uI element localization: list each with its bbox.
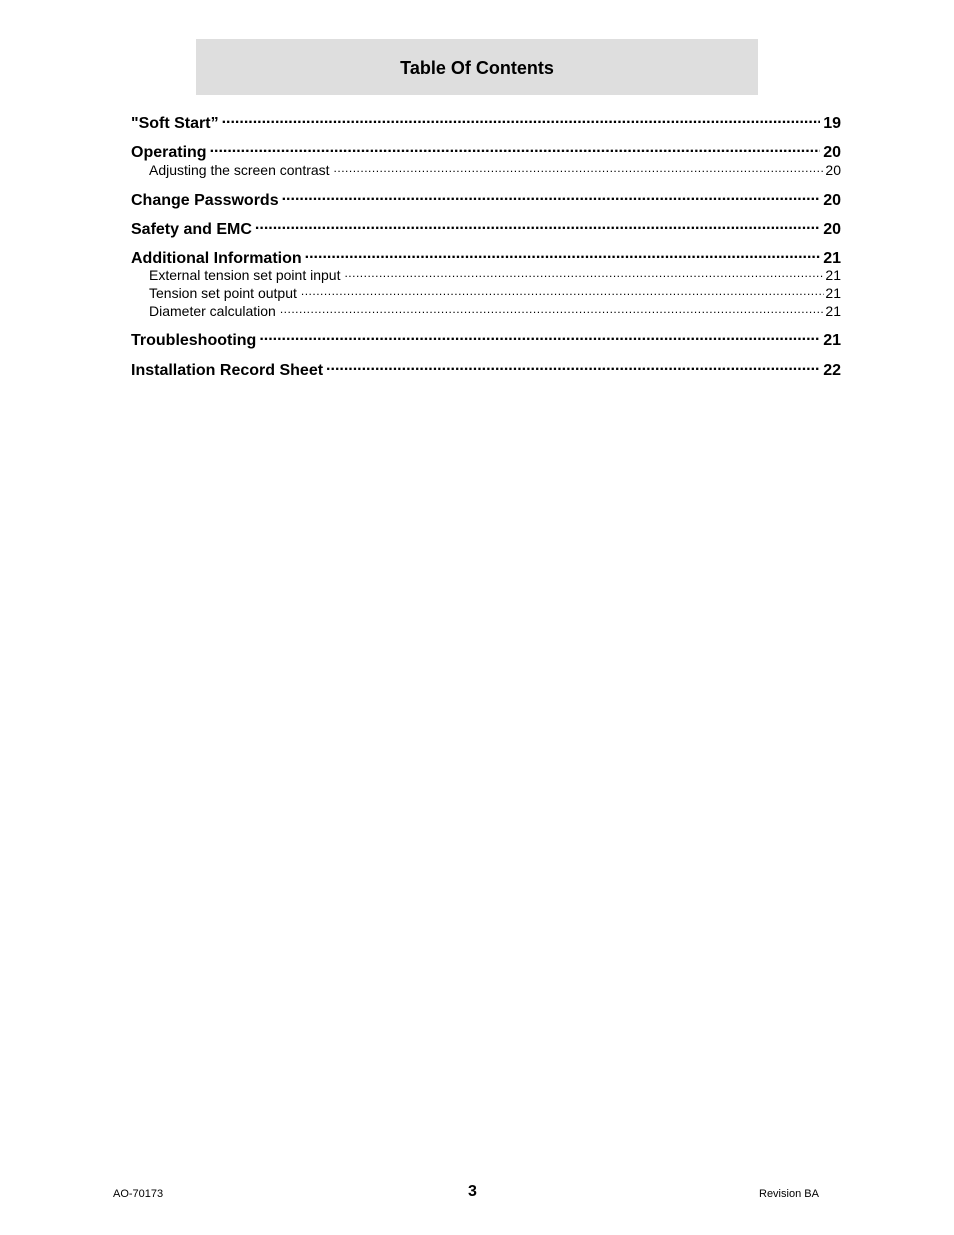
toc-entry-label: External tension set point input	[149, 267, 341, 283]
page-number: 3	[468, 1183, 477, 1200]
toc-entry-label: Diameter calculation	[149, 303, 276, 319]
revision-label: Revision BA	[759, 1188, 819, 1200]
toc-entry-page: 22	[823, 362, 841, 379]
toc-entry-tension-set-point-output[interactable]	[149, 284, 841, 302]
toc-entry-label: Installation Record Sheet	[131, 362, 324, 379]
toc-entry-label: "Soft Start”	[131, 115, 219, 132]
toc-dot-leader	[259, 329, 820, 345]
toc-entry-label: Additional Information	[131, 250, 302, 267]
toc-entry-soft-start[interactable]	[131, 112, 841, 132]
toc-dot-leader	[344, 266, 824, 280]
toc-entry-page: 21	[825, 285, 841, 301]
toc-entry-label: Operating	[131, 144, 207, 161]
toc-dot-leader	[301, 284, 825, 298]
toc-entry-page: 21	[823, 332, 841, 349]
toc-dot-leader	[222, 112, 821, 128]
toc-entry-label: Change Passwords	[131, 192, 279, 209]
toc-entry-label: Troubleshooting	[131, 332, 257, 349]
toc-entry-label: Safety and EMC	[131, 221, 252, 238]
toc-dot-leader	[255, 218, 820, 234]
toc-entry-page: 21	[823, 250, 841, 267]
toc-dot-leader	[334, 161, 825, 175]
toc-entry-page: 20	[823, 144, 841, 161]
toc-dot-leader	[282, 189, 821, 205]
toc-entry-page: 20	[823, 221, 841, 238]
toc-entry-adjusting-screen-contrast[interactable]	[149, 161, 841, 179]
toc-dot-leader	[326, 359, 820, 375]
toc-entry-change-passwords[interactable]	[131, 189, 841, 209]
toc-entry-troubleshooting[interactable]	[131, 329, 841, 349]
toc-entry-page: 21	[825, 303, 841, 319]
page-title: Table Of Contents	[400, 57, 554, 78]
document-number: AO-70173	[113, 1188, 164, 1200]
toc-entry-label: Adjusting the screen contrast	[149, 162, 330, 178]
toc-entry-diameter-calculation[interactable]	[149, 302, 841, 320]
toc-entry-installation-record-sheet[interactable]	[131, 359, 841, 379]
toc-dot-leader	[210, 141, 821, 157]
toc-entry-operating[interactable]	[131, 141, 841, 161]
toc-entry-external-tension-set-point-input[interactable]	[149, 266, 841, 284]
page-footer	[0, 1183, 954, 1203]
toc-entry-safety-and-emc[interactable]	[131, 218, 841, 238]
toc-entry-page: 21	[825, 267, 841, 283]
toc-entry-page: 19	[823, 115, 841, 132]
toc-dot-leader	[280, 302, 825, 316]
toc-header-box	[196, 39, 758, 95]
toc-dot-leader	[305, 247, 821, 263]
toc-entry-page: 20	[823, 192, 841, 209]
toc-entry-additional-information[interactable]	[131, 247, 841, 267]
toc-entry-label: Tension set point output	[149, 285, 297, 301]
toc-entry-page: 20	[825, 162, 841, 178]
